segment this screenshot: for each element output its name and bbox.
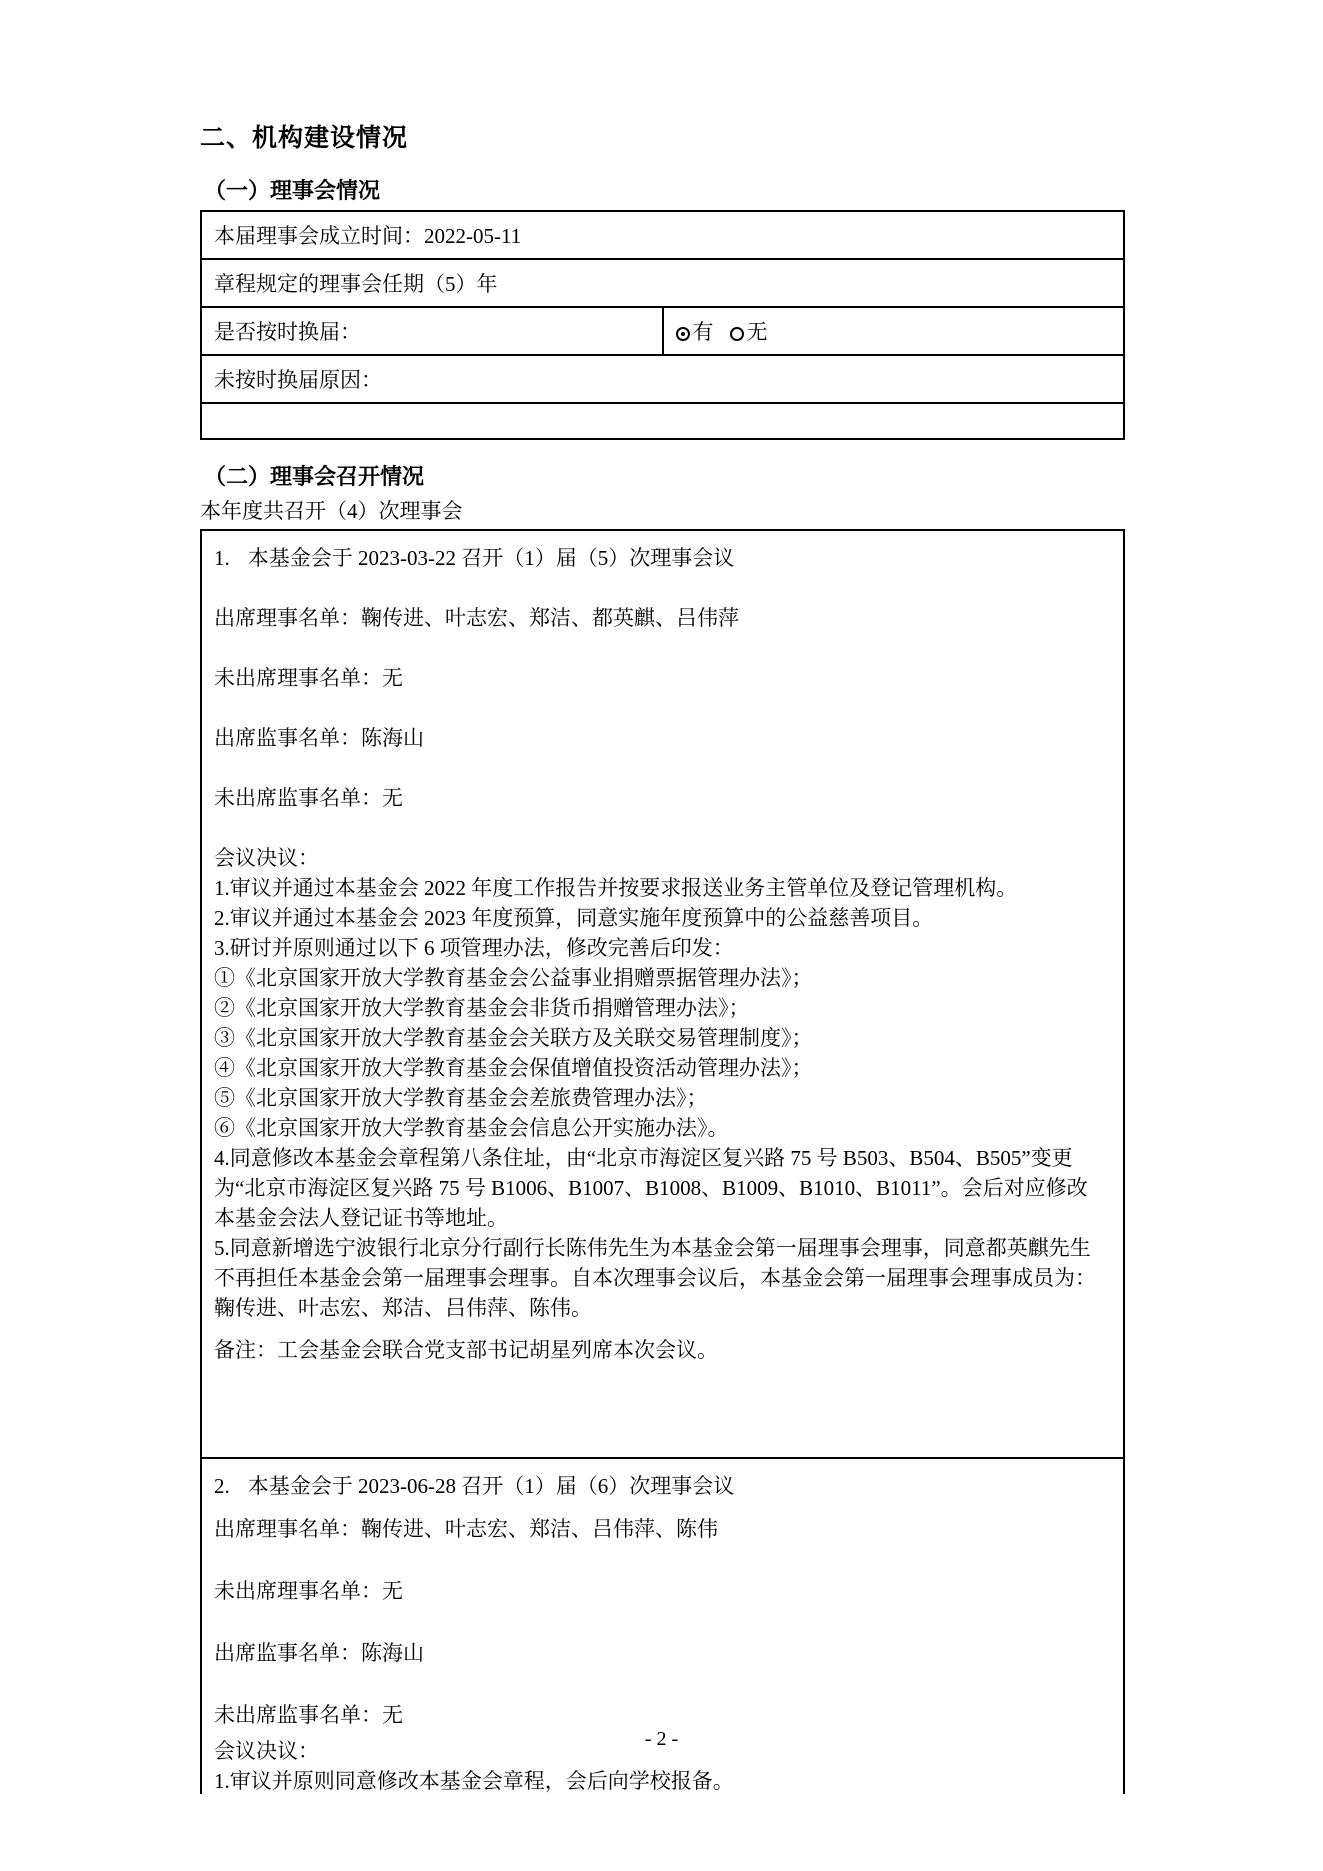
radio-selected-icon[interactable]: [676, 327, 690, 341]
meeting-title-text: 本基金会于 2023-03-22 召开（1）届（5）次理事会议: [247, 546, 735, 570]
council-heading: （一）理事会情况: [204, 178, 381, 203]
on-time-options: [663, 307, 1125, 355]
radio-unselected-icon[interactable]: [730, 327, 744, 341]
meetings-summary: 本年度共召开（4）次理事会: [200, 499, 463, 523]
resolutions-heading: 会议决议：: [214, 846, 319, 870]
page-number: - 2 -: [644, 1728, 679, 1750]
meeting-title: [214, 543, 1107, 573]
resolution-item: 1.审议并原则同意修改本基金会章程，会后向学校报备。: [214, 1769, 734, 1793]
roster-line: 出席理事名单：鞠传进、叶志宏、郑洁、都英麒、吕伟萍: [214, 606, 739, 630]
roster-line: 出席监事名单：陈海山: [214, 1641, 424, 1665]
roster-line: 出席理事名单：鞠传进、叶志宏、郑洁、吕伟萍、陈伟: [214, 1517, 718, 1541]
roster-line: 未出席监事名单：无: [214, 786, 403, 810]
radio-yes-label: 有: [692, 320, 714, 344]
resolutions-heading: 会议决议：: [214, 1739, 319, 1763]
resolution-item: 4.同意修改本基金会章程第八条住址，由“北京市海淀区复兴路 75 号 B503、B504、B505”变更为“北京市海淀区复兴路 75 号 B1006、B1007、B1008、B1009、B1010、B1011”。会后对应修改本基金会法人登记证书等地址。: [214, 1146, 1088, 1230]
radio-no-label: 无: [746, 320, 768, 344]
meetings-table: [200, 529, 1125, 1794]
roster-line: 未出席监事名单：无: [214, 1703, 403, 1727]
section-title: 二、机构建设情况: [200, 124, 409, 152]
meeting-number: 1.: [214, 546, 230, 570]
council-established: 本届理事会成立时间：2022-05-11: [201, 211, 1124, 259]
on-time-label: 是否按时换届：: [201, 307, 663, 355]
roster-line: 未出席理事名单：无: [214, 666, 403, 690]
overdue-reason-label: 未按时换届原因：: [201, 355, 1124, 403]
page-content: [200, 0, 1125, 1794]
resolution-item: ④《北京国家开放大学教育基金会保值增值投资活动管理办法》；: [214, 1056, 813, 1080]
resolution-item: ③《北京国家开放大学教育基金会关联方及关联交易管理制度》；: [214, 1026, 813, 1050]
resolution-item: 3.研讨并原则通过以下 6 项管理办法，修改完善后印发：: [214, 936, 734, 960]
resolution-item: ②《北京国家开放大学教育基金会非货币捐赠管理办法》；: [214, 996, 750, 1020]
resolution-item: ⑥《北京国家开放大学教育基金会信息公开实施办法》。: [214, 1116, 729, 1140]
council-term: 章程规定的理事会任期（5）年: [201, 259, 1124, 307]
roster-line: 出席监事名单：陈海山: [214, 726, 424, 750]
resolution-item: 1.审议并通过本基金会 2022 年度工作报告并按要求报送业务主管单位及登记管理机构。: [214, 876, 1018, 900]
meeting-cell: [202, 531, 1123, 1457]
roster-line: 未出席理事名单：无: [214, 1579, 403, 1603]
meeting-number: 2.: [214, 1474, 230, 1498]
resolution-item: 5.同意新增选宁波银行北京分行副行长陈伟先生为本基金会第一届理事会理事，同意都英麒先生不再担任本基金会第一届理事会理事。自本次理事会议后，本基金会第一届理事会理事成员为：鞠传进、叶志宏、郑洁、吕伟萍、陈伟。: [214, 1236, 1096, 1320]
overdue-reason-value: [201, 403, 1124, 439]
council-table: [200, 210, 1125, 440]
resolution-item: ⑤《北京国家开放大学教育基金会差旅费管理办法》；: [214, 1086, 708, 1110]
meetings-heading: （二）理事会召开情况: [204, 464, 425, 489]
meeting-title: [214, 1471, 1107, 1501]
meeting-title-text: 本基金会于 2023-06-28 召开（1）届（6）次理事会议: [247, 1474, 735, 1498]
resolution-item: 2.审议并通过本基金会 2023 年度预算，同意实施年度预算中的公益慈善项目。: [214, 906, 934, 930]
meeting-note: 备注：工会基金会联合党支部书记胡星列席本次会议。: [214, 1338, 718, 1362]
resolution-item: ①《北京国家开放大学教育基金会公益事业捐赠票据管理办法》；: [214, 966, 813, 990]
